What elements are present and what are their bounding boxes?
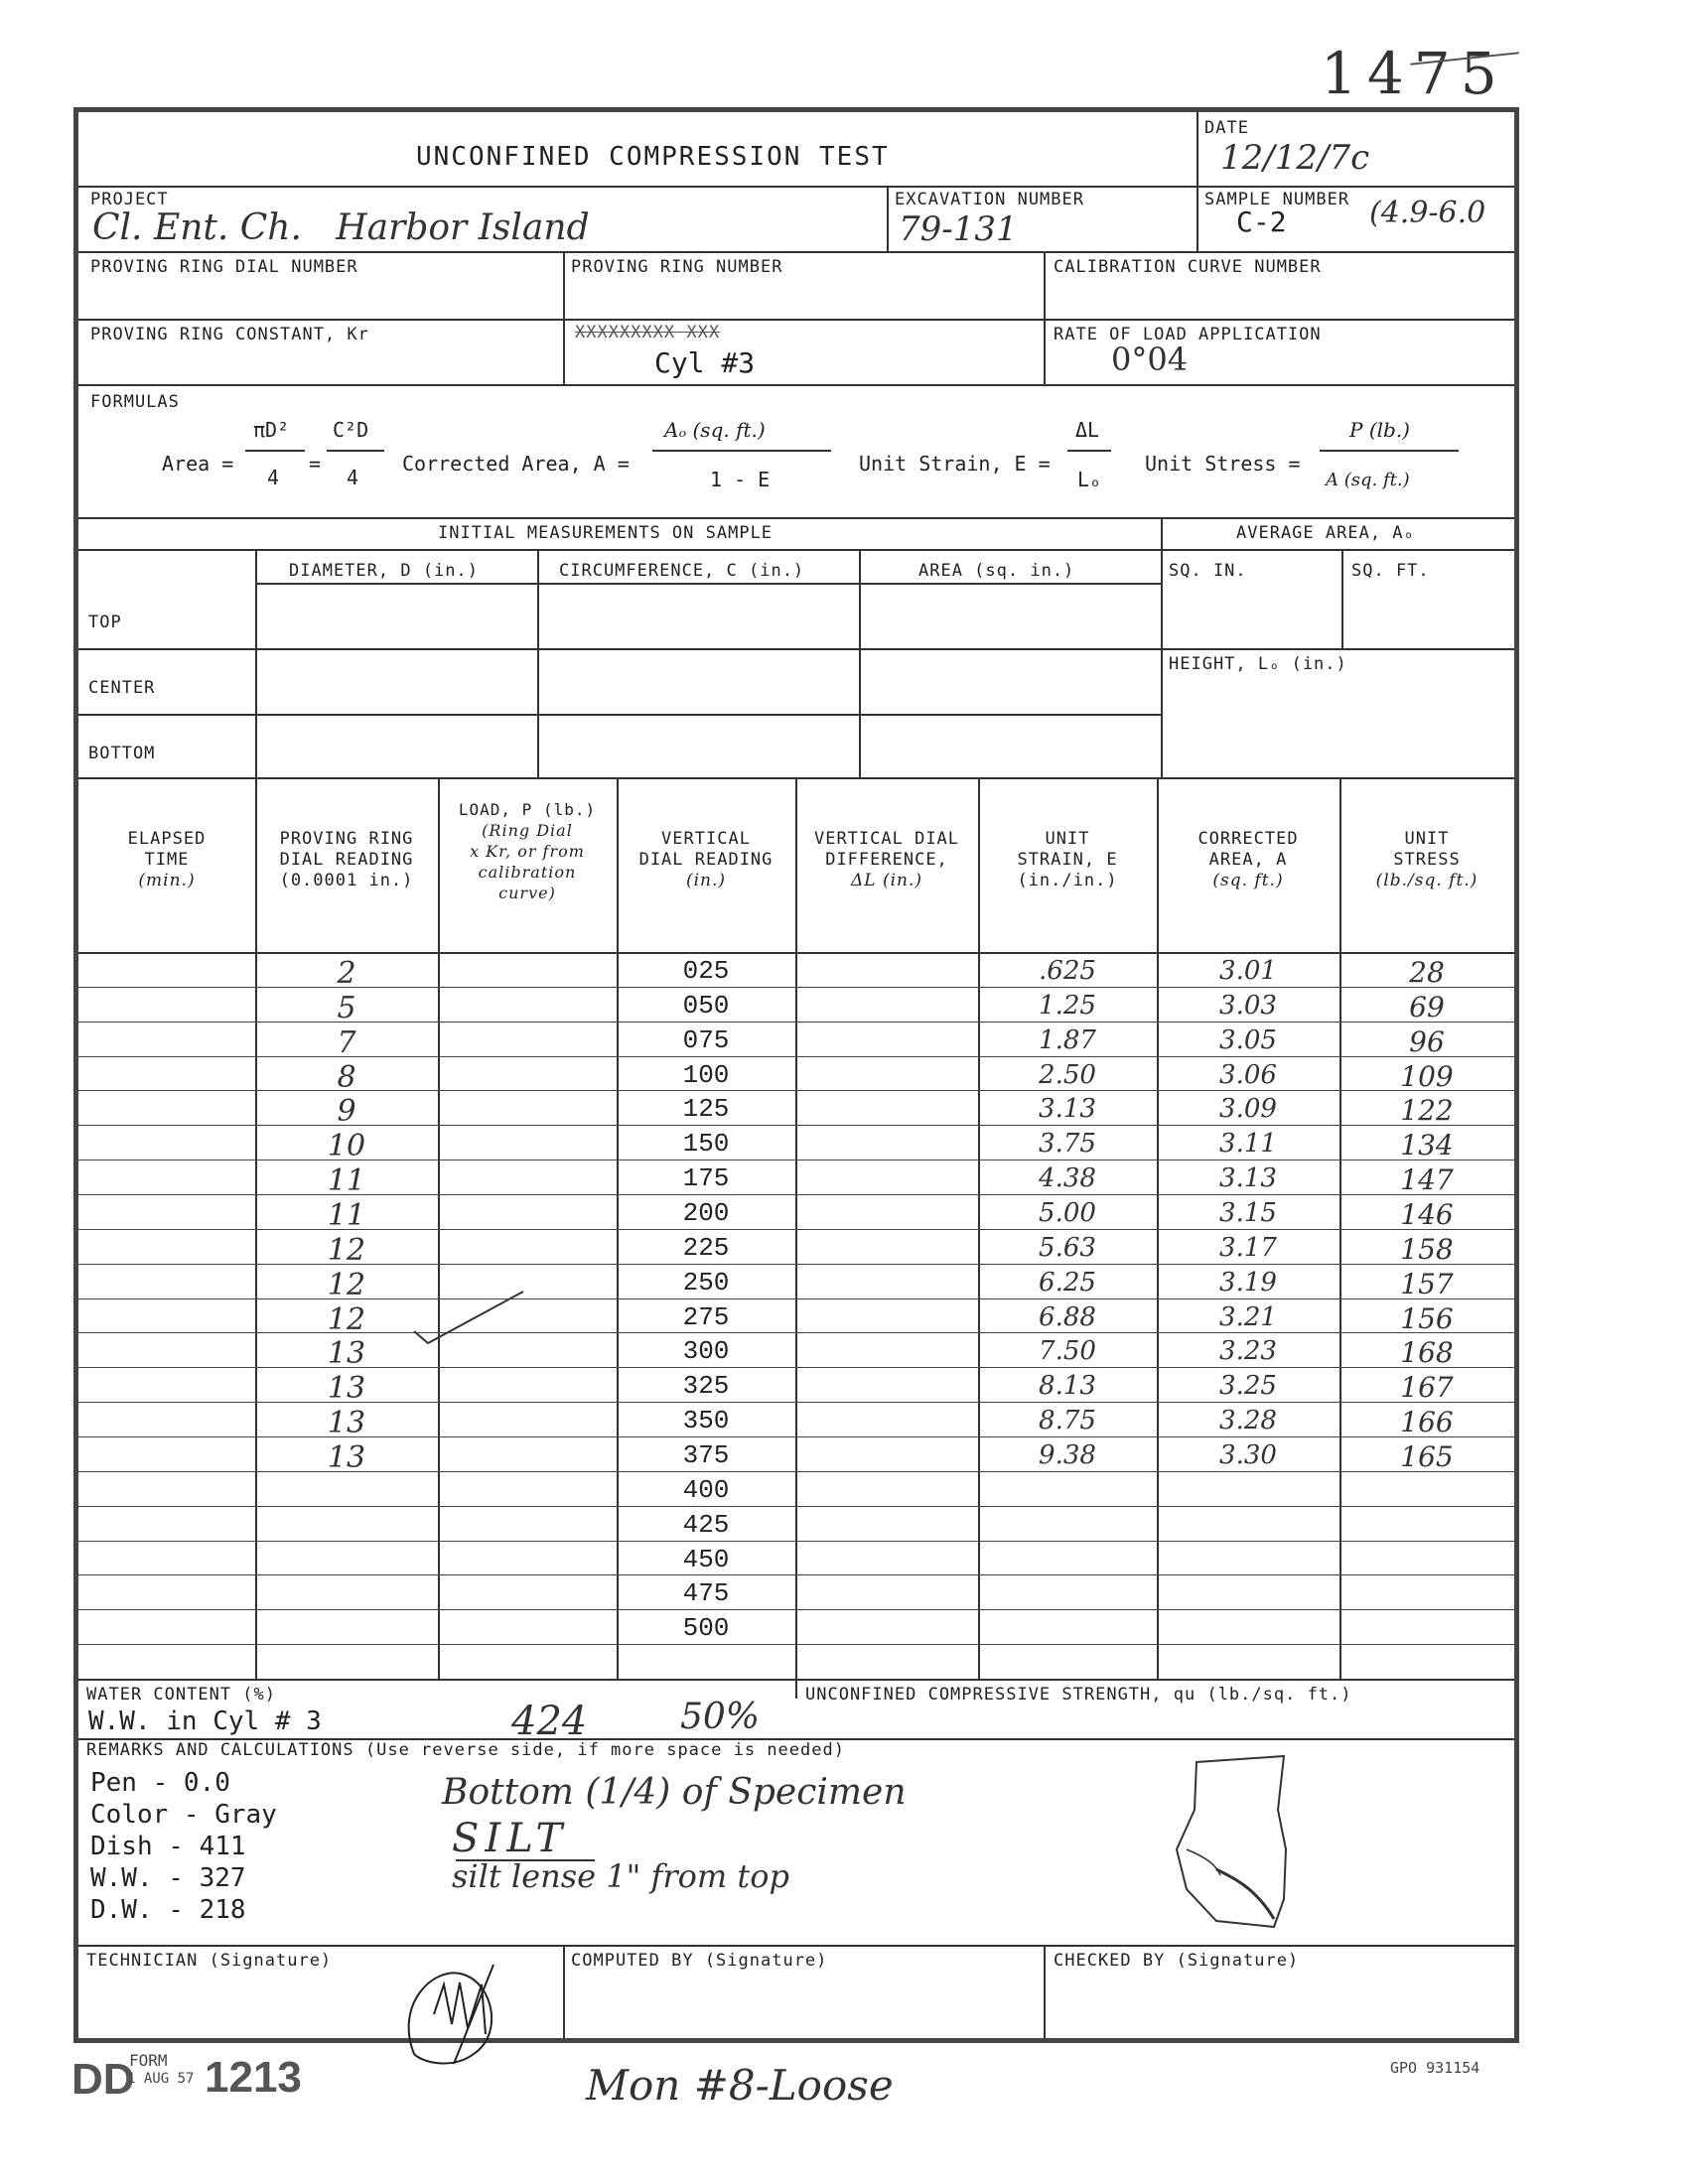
rate-value: 0°04 [1111,341,1189,378]
col-stress: UNIT STRESS (lb./sq. ft.) [1375,829,1479,890]
reading-dial: 11 [327,1198,366,1233]
remarks-dish: Dish - 411 [90,1832,246,1861]
excavation-value: 79-131 [899,209,1018,249]
reading-dial: 12 [327,1267,366,1302]
reading-vertical: 050 [682,990,730,1021]
ao-sqft: Aₒ (sq. ft.) [664,418,766,442]
reading-vertical: 450 [682,1544,730,1574]
reading-dial: 10 [327,1129,366,1164]
reading-stress: 168 [1400,1336,1454,1370]
reading-dial: 13 [327,1406,366,1441]
reading-stress: 157 [1400,1267,1454,1300]
one-minus-e: 1 - E [710,468,771,491]
remarks-ww: W.W. - 327 [90,1863,246,1893]
reading-vertical: 375 [682,1440,730,1470]
row-bottom-label: BOTTOM [88,744,156,763]
reading-area: 3.15 [1219,1198,1277,1228]
proving-ring-number-label: PROVING RING NUMBER [571,257,783,277]
reading-stress: 96 [1409,1024,1445,1058]
reading-dial: 7 [337,1024,356,1060]
reading-strain: 5.00 [1039,1198,1096,1228]
row-divider [78,1541,1514,1542]
reading-stress: 109 [1400,1059,1454,1093]
reading-dial: 2 [337,956,356,991]
a-sqft: A (sq. ft.) [1326,470,1410,490]
reading-vertical: 200 [682,1198,730,1228]
row-top-label: TOP [88,613,122,632]
area-label: Area = [162,452,234,476]
c2d: C²D [333,418,369,442]
struck-value: XXXXXXXXX XXX [575,323,721,342]
reading-strain: 5.63 [1039,1232,1096,1263]
cyl-value: Cyl #3 [654,346,756,379]
reading-strain: 9.38 [1039,1440,1096,1470]
formulas: Area = πD² 4 = C²D 4 Corrected Area, A = Aₒ (sq. ft.) 1 - E Unit Strain, E = ΔL Lₒ Unit Stress = P (lb.) A (sq. ft.) [78,410,1514,519]
reading-strain: 4.38 [1039,1163,1096,1194]
row-divider [78,1506,1514,1507]
p-lb: P (lb.) [1349,418,1410,442]
reading-vertical: 175 [682,1163,730,1194]
row-center-label: CENTER [88,678,156,698]
remarks-color: Color - Gray [90,1800,277,1830]
water-value: 424 [511,1699,588,1744]
form-frame [73,107,1519,2043]
reading-strain: 2.50 [1039,1059,1096,1090]
reading-vertical: 250 [682,1267,730,1297]
reading-strain: 1.87 [1039,1024,1096,1055]
corrected-area-label: Corrected Area, A = [402,452,630,476]
reading-stress: 147 [1400,1163,1454,1197]
reading-dial: 13 [327,1440,366,1475]
water-content-label: WATER CONTENT (%) [86,1685,276,1705]
reading-dial: 8 [337,1059,356,1095]
height-label: HEIGHT, Lₒ (in.) [1169,654,1347,674]
reading-vertical: 150 [682,1129,730,1160]
col-load: LOAD, P (lb.) (Ring Dial x Kr, or from calibration curve) [458,800,597,902]
excavation-label: EXCAVATION NUMBER [895,190,1084,209]
footer-form: FORM [129,2051,168,2070]
remarks-pen: Pen - 0.0 [90,1768,230,1798]
date-label: DATE [1204,118,1249,138]
footer-mon-note: Mon #8-Loose [586,2061,894,2110]
reading-area: 3.13 [1219,1163,1277,1194]
reading-vertical: 275 [682,1301,730,1332]
specimen-sketch-icon [1157,1750,1316,1939]
lo: Lₒ [1077,468,1102,491]
reading-strain: .625 [1039,956,1096,986]
reading-strain: 1.25 [1039,990,1096,1021]
col-corrected: CORRECTED AREA, A (sq. ft.) [1197,829,1299,890]
ucs-label: UNCONFINED COMPRESSIVE STRENGTH, qu (lb./sq. ft.) [805,1685,1352,1705]
reading-area: 3.06 [1219,1059,1277,1090]
remarks-note3: silt lense 1" from top [452,1857,790,1895]
checked-label: CHECKED BY (Signature) [1054,1951,1300,1971]
reading-area: 3.11 [1219,1129,1277,1160]
reading-strain: 6.25 [1039,1267,1096,1297]
sq-ft-label: SQ. FT. [1351,561,1430,581]
sample-value: C-2 [1236,205,1287,238]
reading-dial: 9 [337,1094,356,1130]
computed-label: COMPUTED BY (Signature) [571,1951,828,1971]
reading-dial: 13 [327,1371,366,1407]
unit-strain-label: Unit Strain, E = [859,452,1051,476]
check-mark [406,1284,545,1353]
reading-stress: 134 [1400,1129,1454,1162]
readings-table [78,952,1514,1679]
remarks-note2: SILT [452,1816,569,1861]
col-vertical: VERTICAL DIAL READING (in.) [638,829,774,890]
reading-area: 3.19 [1219,1267,1277,1297]
date-value: 12/12/7c [1220,138,1370,178]
reading-strain: 8.75 [1039,1406,1096,1436]
reading-strain: 6.88 [1039,1301,1096,1332]
reading-dial: 5 [337,990,356,1025]
col-dial-reading: PROVING RING DIAL READING (0.0001 in.) [279,829,414,890]
reading-area: 3.17 [1219,1232,1277,1263]
reading-area: 3.09 [1219,1094,1277,1125]
reading-area: 3.28 [1219,1406,1277,1436]
project-value: Cl. Ent. Ch. Harbor Island [92,207,590,248]
reading-stress: 166 [1400,1406,1454,1439]
average-area-label: AVERAGE AREA, Aₒ [1236,523,1415,543]
technician-signature [394,1945,533,2074]
footer-aug: 1 AUG 57 [127,2071,195,2087]
reading-strain: 8.13 [1039,1371,1096,1402]
reading-vertical: 425 [682,1509,730,1540]
four-b: 4 [347,466,359,489]
reading-dial: 12 [327,1301,366,1337]
reading-stress: 156 [1400,1301,1454,1335]
circumference-label: CIRCUMFERENCE, C (in.) [559,561,805,581]
formulas-label: FORMULAS [90,392,180,412]
initial-title: INITIAL MEASUREMENTS ON SAMPLE [438,523,774,543]
ring-constant-label: PROVING RING CONSTANT, Kr [90,325,369,344]
rate-label: RATE OF LOAD APPLICATION [1054,325,1322,344]
reading-area: 3.25 [1219,1371,1277,1402]
form-title: UNCONFINED COMPRESSION TEST [416,142,890,172]
sq-in-label: SQ. IN. [1169,561,1247,581]
reading-dial: 11 [327,1163,366,1199]
project-label: PROJECT [90,190,169,209]
delta-l: ΔL [1075,418,1100,442]
reading-area: 3.30 [1219,1440,1277,1470]
sample-label: SAMPLE NUMBER [1204,190,1350,209]
remarks-note1: Bottom (1/4) of Specimen [442,1772,907,1813]
reading-vertical: 100 [682,1059,730,1090]
reading-vertical: 475 [682,1578,730,1609]
remarks-dw: D.W. - 218 [90,1895,246,1925]
four-a: 4 [267,466,280,489]
technician-label: TECHNICIAN (Signature) [86,1951,333,1971]
reading-vertical: 500 [682,1613,730,1644]
row-divider [78,1609,1514,1610]
remarks-label: REMARKS AND CALCULATIONS (Use reverse side, if more space is needed) [86,1740,845,1760]
footer-number: 1213 [205,2053,302,2102]
reading-stress: 167 [1400,1371,1454,1405]
reading-stress: 158 [1400,1232,1454,1266]
reading-vertical: 400 [682,1474,730,1505]
pi-d2: πD² [253,418,290,442]
proving-ring-dial-label: PROVING RING DIAL NUMBER [90,257,358,277]
reading-vertical: 125 [682,1094,730,1125]
reading-stress: 28 [1409,956,1445,989]
reading-vertical: 350 [682,1406,730,1436]
diameter-label: DIAMETER, D (in.) [289,561,479,581]
water-pct: 50% [680,1697,761,1737]
page-number: 1475 [1321,40,1507,107]
unit-stress-label: Unit Stress = [1145,452,1301,476]
water-ww: W.W. in Cyl # 3 [88,1706,322,1736]
row-divider [78,1644,1514,1645]
footer-gpo: GPO 931154 [1390,2059,1480,2077]
reading-dial: 13 [327,1336,366,1372]
reading-area: 3.01 [1219,956,1277,986]
col-elapsed-time: ELAPSED TIME (min.) [127,829,207,890]
reading-stress: 69 [1409,990,1445,1024]
reading-area: 3.05 [1219,1024,1277,1055]
reading-strain: 3.75 [1039,1129,1096,1160]
reading-area: 3.23 [1219,1336,1277,1367]
reading-stress: 122 [1400,1094,1454,1128]
reading-vertical: 075 [682,1024,730,1055]
reading-stress: 165 [1400,1440,1454,1473]
calibration-label: CALIBRATION CURVE NUMBER [1054,257,1322,277]
col-strain: UNIT STRAIN, E (in./in.) [1017,829,1118,890]
reading-vertical: 300 [682,1336,730,1367]
reading-stress: 146 [1400,1198,1454,1231]
reading-area: 3.21 [1219,1301,1277,1332]
row-divider [78,1574,1514,1575]
reading-strain: 3.13 [1039,1094,1096,1125]
reading-vertical: 225 [682,1232,730,1263]
footer-dd: DD [71,2055,135,2104]
reading-vertical: 325 [682,1371,730,1402]
reading-strain: 7.50 [1039,1336,1096,1367]
col-difference: VERTICAL DIAL DIFFERENCE, ΔL (in.) [813,829,960,890]
area-label-initial: AREA (sq. in.) [918,561,1075,581]
reading-vertical: 025 [682,956,730,986]
sample-depth: (4.9-6.0 [1369,196,1486,230]
reading-area: 3.03 [1219,990,1277,1021]
reading-dial: 12 [327,1232,366,1268]
